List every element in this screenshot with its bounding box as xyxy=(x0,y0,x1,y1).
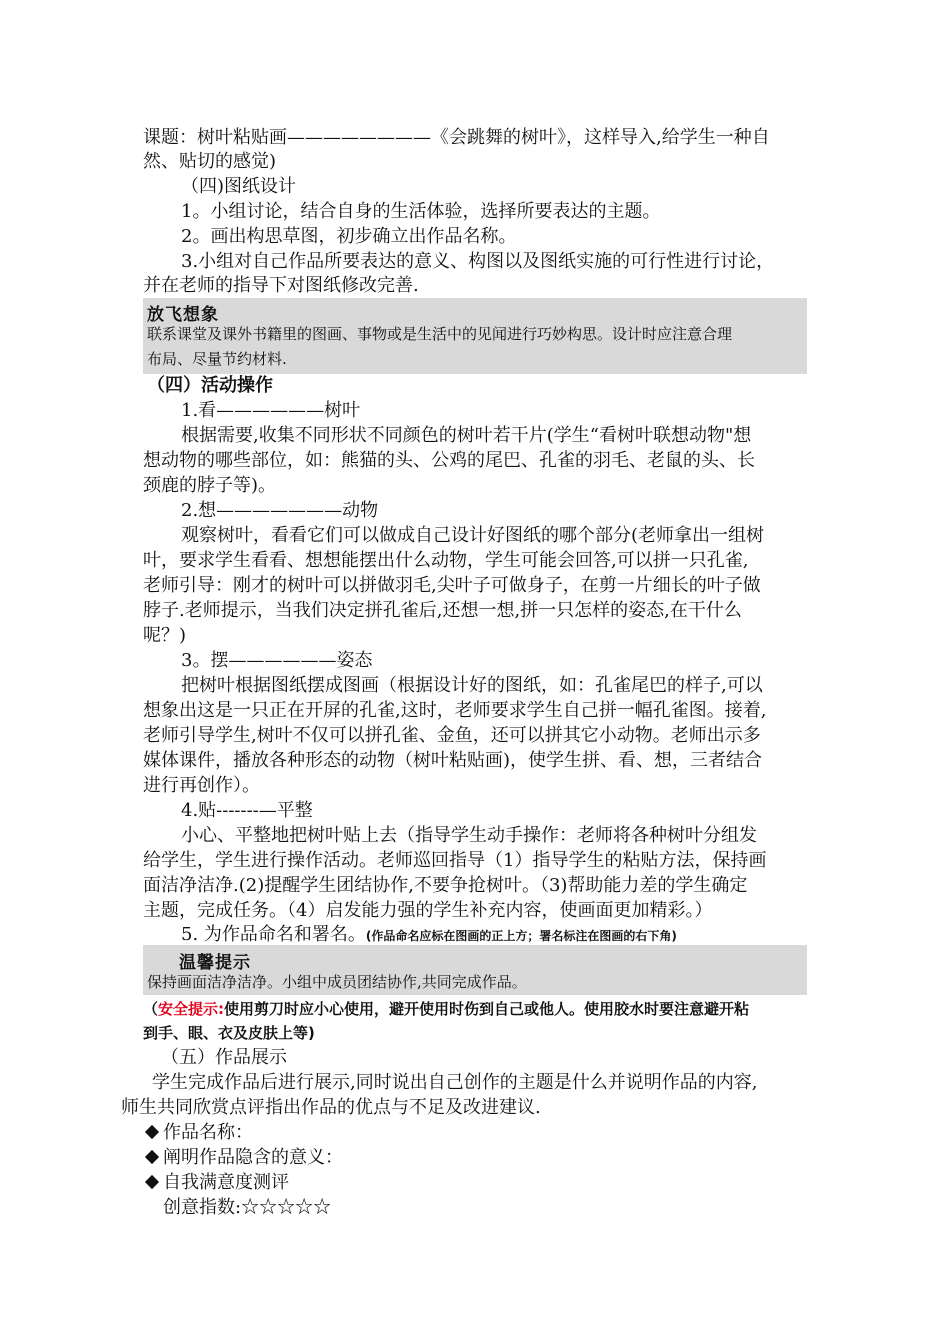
safety-text-1: 使用剪刀时应小心使用，避开使用时伤到自己或他人。使用胶水时要注意避开粘 xyxy=(224,1000,750,1018)
list-item-meaning xyxy=(143,1146,808,1170)
place-line-1: 把树叶根据图纸摆成图画（根据设计好的图纸，如：孔雀尾巴的样子,可以 xyxy=(181,675,763,696)
place-title: 3。摆——————姿态 xyxy=(181,650,373,671)
paste-title: 4.贴-------—平整 xyxy=(181,800,313,821)
imagine-box-line-2: 布局、尽量节约材料. xyxy=(147,350,287,368)
think-line-5: 呢？) xyxy=(143,625,187,646)
list-item-label: 阐明作品隐含的意义： xyxy=(163,1147,343,1168)
list-item-self-eval xyxy=(143,1171,808,1195)
diamond-bullet-icon xyxy=(145,1150,159,1164)
design-step-2: 2。画出构思草图，初步确立出作品名称。 xyxy=(181,226,517,247)
look-line-3: 颈鹿的脖子等)。 xyxy=(143,475,277,496)
place-line-2: 想象出这是一只正在开屏的孔雀,这时，老师要求学生自己拼一幅孔雀图。接着, xyxy=(143,700,767,721)
list-item-work-name xyxy=(143,1121,808,1145)
think-title: 2.想———————动物 xyxy=(181,500,379,521)
design-step-3-line-1: 3.小组对自己作品所要表达的意义、构图以及图纸实施的可行性进行讨论， xyxy=(181,251,775,272)
intro-line-2: 然、贴切的感觉) xyxy=(143,151,277,172)
list-item-label: 自我满意度测评 xyxy=(163,1172,289,1193)
tip-box-title: 温馨提示 xyxy=(179,953,251,973)
design-heading: （四)图纸设计 xyxy=(181,176,297,197)
imagine-box xyxy=(143,298,807,374)
paste-line-3: 面洁净洁净.(2)提醒学生团结协作,不要争抢树叶。（3)帮助能力差的学生确定 xyxy=(143,875,748,896)
tip-box xyxy=(143,945,807,995)
diamond-bullet-icon xyxy=(145,1175,159,1189)
paste-line-2: 给学生，学生进行操作活动。老师巡回指导（1）指导学生的粘贴方法，保持画 xyxy=(143,850,767,871)
show-line-2: 师生共同欣赏点评指出作品的优点与不足及改进建议. xyxy=(121,1097,541,1118)
place-line-5: 进行再创作）。 xyxy=(143,775,260,796)
think-line-4: 脖子.老师提示，当我们决定拼孔雀后,还想一想,拼一只怎样的姿态,在干什么 xyxy=(143,600,742,621)
design-step-3-line-2: 并在老师的指导下对图纸修改完善. xyxy=(143,275,419,296)
list-item-label: 作品名称： xyxy=(163,1122,253,1143)
think-line-1: 观察树叶，看看它们可以做成自己设计好图纸的哪个部分(老师拿出一组树 xyxy=(181,525,765,546)
look-line-2: 想动物的哪些部位，如：熊猫的头、公鸡的尾巴、孔雀的羽毛、老鼠的头、长 xyxy=(143,450,755,471)
activity-heading: （四）活动操作 xyxy=(147,375,273,396)
place-line-3: 老师引导学生,树叶不仅可以拼孔雀、金鱼，还可以拼其它小动物。老师出示多 xyxy=(143,725,761,746)
design-step-1: 1。小组讨论，结合自身的生活体验，选择所要表达的主题。 xyxy=(181,201,661,222)
diamond-bullet-icon xyxy=(145,1125,159,1139)
safety-line-2: 到手、眼、衣及皮肤上等) xyxy=(143,1024,315,1042)
name-step-title: 5. 为作品命名和署名。 xyxy=(181,924,366,945)
imagine-box-title: 放飞想象 xyxy=(147,305,219,325)
place-line-4: 媒体课件，播放各种形态的动物（树叶粘贴画)，使学生拼、看、想，三者结合 xyxy=(143,750,763,771)
think-line-3: 老师引导：刚才的树叶可以拼做羽毛,尖叶子可做身子，在剪一片细长的叶子做 xyxy=(143,575,761,596)
creativity-rating: 创意指数:☆☆☆☆☆ xyxy=(163,1197,332,1218)
paste-line-1: 小心、平整地把树叶贴上去（指导学生动手操作：老师将各种树叶分组发 xyxy=(181,825,757,846)
tip-box-text: 保持画面洁净洁净。小组中成员团结协作,共同完成作品。 xyxy=(147,973,527,991)
show-heading: （五）作品展示 xyxy=(161,1047,287,1068)
imagine-box-line-1: 联系课堂及课外书籍里的图画、事物或是生活中的见闻进行巧妙构思。设计时应注意合理 xyxy=(147,325,733,343)
safety-open-paren: （ xyxy=(143,1000,159,1018)
intro-line-1: 课题：树叶粘贴画————————《会跳舞的树叶》，这样导入,给学生一种自 xyxy=(143,127,770,148)
look-line-1: 根据需要,收集不同形状不同颜色的树叶若干片(学生“看树叶联想动物"想 xyxy=(181,425,752,446)
paste-line-4: 主题，完成任务。（4）启发能力强的学生补充内容，使画面更加精彩。） xyxy=(143,900,713,921)
safety-line-1 xyxy=(143,997,823,1021)
show-line-1: 学生完成作品后进行展示,同时说出自己创作的主题是什么并说明作品的内容, xyxy=(152,1072,758,1093)
safety-label: 安全提示: xyxy=(158,1000,225,1018)
think-line-2: 叶，要求学生看看、想想能摆出什么动物，学生可能会回答,可以拼一只孔雀, xyxy=(143,550,749,571)
look-title: 1.看——————树叶 xyxy=(181,400,361,421)
name-step-note: (作品命名应标在图画的正上方；署名标注在图画的右下角) xyxy=(365,929,677,943)
